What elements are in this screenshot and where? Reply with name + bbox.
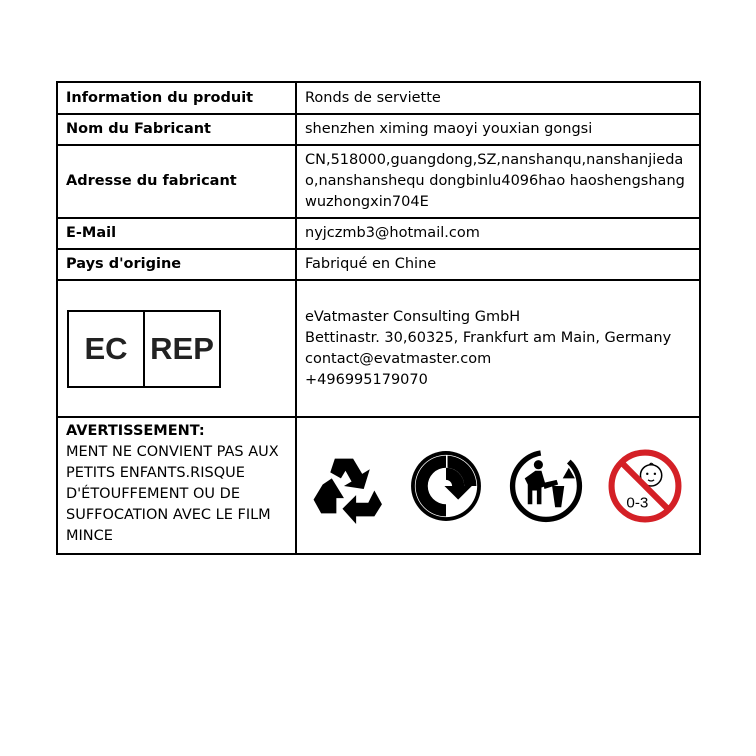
- rep-label: REP: [150, 331, 214, 366]
- warning-row: [57, 417, 700, 554]
- row-label: Information du produit: [57, 82, 296, 114]
- product-info-table: [56, 81, 701, 555]
- ec-rep-email: contact@evatmaster.com: [305, 350, 492, 367]
- table-row: [57, 114, 700, 145]
- warning-cell: [57, 417, 296, 554]
- row-value: CN,518000,guangdong,SZ,nanshanqu,nanshanjiedao,nanshanshequ dongbinlu4096hao haoshengshangwuzhongxin704E: [296, 145, 700, 218]
- symbols-cell: [296, 417, 700, 554]
- ec-rep-company: eVatmaster Consulting GmbH: [305, 308, 521, 325]
- row-label: Nom du Fabricant: [57, 114, 296, 145]
- row-label: Pays d'origine: [57, 249, 296, 280]
- table-row: [57, 145, 700, 218]
- table-row: [57, 218, 700, 249]
- row-label: Adresse du fabricant: [57, 145, 296, 218]
- ec-rep-symbol: [67, 310, 221, 388]
- row-value: shenzhen ximing maoyi youxian gongsi: [296, 114, 700, 145]
- table-row: [57, 249, 700, 280]
- row-value: Fabriqué en Chine: [296, 249, 700, 280]
- ec-rep-address: Bettinastr. 30,60325, Frankfurt am Main, Germany: [305, 329, 672, 346]
- table-row: [57, 82, 700, 114]
- ec-label: EC: [69, 312, 145, 386]
- row-label: E-Mail: [57, 218, 296, 249]
- ec-rep-symbol-cell: [57, 280, 296, 417]
- warning-title: AVERTISSEMENT:: [66, 423, 205, 439]
- age-label: 0-3: [626, 493, 649, 511]
- ec-rep-phone: +496995179070: [305, 371, 428, 388]
- recycle-icon: [309, 448, 385, 524]
- tidyman-icon: [508, 448, 584, 524]
- ec-rep-row: [57, 280, 700, 417]
- green-dot-icon: [408, 448, 484, 524]
- ec-rep-details: [296, 280, 700, 417]
- row-value: Ronds de serviette: [296, 82, 700, 114]
- warning-text: MENT NE CONVIENT PAS AUX PETITS ENFANTS.RISQUE D'ÉTOUFFEMENT OU DE SUFFOCATION AVEC LE FILM MINCE: [66, 444, 279, 544]
- row-value: nyjczmb3@hotmail.com: [296, 218, 700, 249]
- no-children-0-3-icon: [607, 448, 683, 524]
